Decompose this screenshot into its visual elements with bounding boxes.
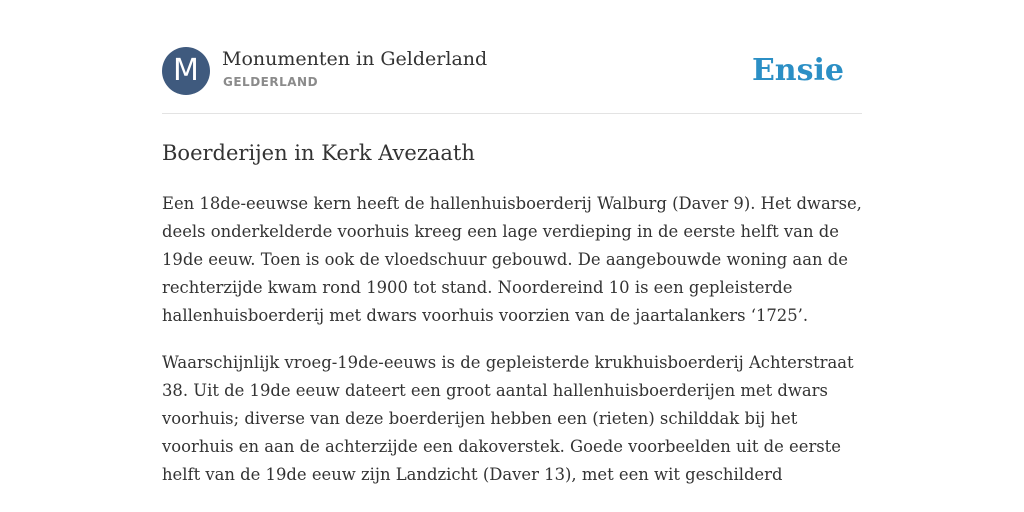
article-title: Boerderijen in Kerk Avezaath bbox=[162, 141, 475, 165]
source-title[interactable]: Monumenten in Gelderland bbox=[222, 48, 488, 70]
source-header bbox=[162, 47, 862, 95]
header-divider bbox=[162, 113, 862, 114]
article-body bbox=[162, 190, 862, 508]
avatar[interactable]: M bbox=[162, 47, 210, 95]
source-subtitle: GELDERLAND bbox=[223, 75, 319, 89]
paragraph: Een 18de-eeuwse kern heeft de hallenhuisboerderij Walburg (Daver 9). Het dwarse, deels onderkelderde voorhuis kreeg een lage verdieping in de eerste helft van de 19de eeuw. Toen is ook de vloedschuur gebouwd. De aangebouwde woning aan de rechterzijde kwam rond 1900 tot stand. Noordereind 10 is een gepleisterde hallenhuisboerderij met dwars voorhuis voorzien van de jaartalankers ‘1725’. bbox=[162, 194, 862, 325]
paragraph: Waarschijnlijk vroeg-19de-eeuws is de gepleisterde krukhuisboerderij Achterstraat 38. Uit de 19de eeuw dateert een groot aantal hallenhuisboerderijen met dwars voorhuis; diverse van deze boerderijen hebben een (rieten) schilddak bij het voorhuis en aan de achterzijde een dakoverstek. Goede voorbeelden uit de eerste helft van de 19de eeuw zijn Landzicht (Daver 13), met een wit geschilderd bbox=[162, 353, 854, 484]
ensie-logo[interactable]: Ensie bbox=[751, 53, 844, 88]
